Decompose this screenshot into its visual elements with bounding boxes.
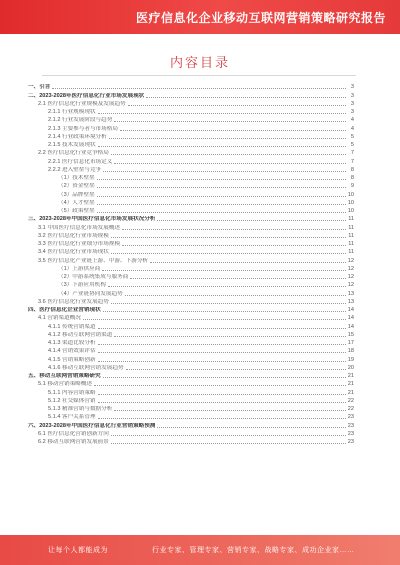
toc-entry[interactable] [28,206,354,214]
toc-entry-page: 9 [350,183,354,190]
toc-entry-page: 23 [347,414,354,421]
toc-heading: 内容目录 [169,55,230,70]
toc-entry-title: 4.1.1 传统营销渠道 [48,323,96,330]
toc-leader-dots [97,204,346,205]
toc-leader-dots [157,427,345,428]
toc-leader-dots [128,105,346,106]
toc-leader-dots [52,88,346,89]
toc-entry-title: 5.1.2 社交媒体营销 [48,397,96,404]
toc-entry-page: 13 [347,290,354,297]
toc-entry-title: 5.1.3 精准营销与数据分析 [48,406,113,412]
toc-entry-page: 7 [350,158,354,165]
toc-entry[interactable] [28,297,354,305]
toc-entry-title: 3.3 医疗信息化行业细分市场规模 [38,241,121,247]
toc-leader-dots [111,154,346,155]
toc-entry-page: 8 [350,166,354,173]
toc-leader-dots [83,319,346,320]
toc-entry-title: 5.1 移动营销策略概述 [38,381,93,388]
toc-entry-page: 12 [347,265,354,272]
toc-entry-title: 6.1 医疗信息化营销创新方向 [38,430,109,437]
toc-entry[interactable] [28,115,354,123]
toc-entry[interactable] [28,107,354,115]
toc-entry-page: 12 [347,282,354,289]
toc-leader-dots [130,278,346,279]
toc-entry[interactable] [28,123,354,131]
toc-entry-title: （4）人才壁垒 [58,199,95,206]
toc-entry-title: 二、2023-2028年医疗信息化行业市场发展现状 [28,92,145,99]
toc-entry-page: 7 [350,150,354,157]
toc-entry-title: 4.1.6 移动互联网营销发展趋势 [48,364,124,371]
toc-entry[interactable] [28,396,354,404]
toc-leader-dots [146,97,346,98]
toc-entry[interactable] [28,132,354,140]
toc-entry-title: 一、引言 [28,84,51,91]
toc-entry-title: 三、2023-2028年中国医疗信息化市场发展状况分析 [28,216,156,223]
toc-entry-page: 23 [347,422,354,429]
toc-leader-dots [111,435,346,436]
toc-entry-title: 2.1.1 行业规模现状 [48,109,96,115]
toc-entry[interactable] [28,338,354,346]
toc-entry-title: （1）技术壁垒 [58,175,95,181]
toc-entry-title: 六、2023-2028年中国医疗信息化行业营销策略预测 [28,422,156,429]
toc-entry-page: 19 [347,356,354,363]
toc-leader-dots [114,163,346,164]
toc-entry-page: 5 [350,133,354,140]
toc-entry-page: 12 [347,257,354,264]
toc-entry-page: 10 [347,208,354,214]
toc-entry-page: 11 [348,232,354,239]
toc-leader-dots [120,130,346,131]
toc-entry[interactable] [28,181,354,189]
footer-slogan-right: 行业专家、管理专家、营销专家、战略专家、成功企业家…… [152,547,355,554]
toc-leader-dots [103,311,346,312]
toc-entry-title: 2.1.3 主要参与者与市场格局 [48,125,118,132]
toc-entry-title: 5.1.1 内容营销策略 [48,389,96,396]
toc-entry-page: 21 [347,373,354,379]
toc-leader-dots [98,361,346,362]
report-title: 医疗信息化企业移动互联网营销策略研究报告 [135,11,386,25]
toc-entry-title: 2.2 医疗信息化行业竞争格局 [38,150,109,157]
toc-entry[interactable] [28,82,354,90]
toc-entry-page: 5 [350,142,354,148]
toc-entry[interactable] [28,214,354,222]
toc-entry-title: 5.1.4 客户关系管理 [48,414,96,421]
toc-leader-dots [102,270,345,271]
toc-entry[interactable] [28,288,354,296]
toc-leader-dots [97,187,346,188]
toc-entry-title: 6.2 移动互联网营销发展前景 [38,439,109,445]
toc-entry[interactable] [28,239,354,247]
toc-entry[interactable] [28,371,354,379]
toc-entry[interactable] [28,140,354,148]
toc-entry[interactable] [28,305,354,313]
toc-entry-title: 3.1 中国医疗信息化市场发展概述 [38,224,121,231]
toc-entry[interactable] [28,404,354,412]
toc-entry[interactable] [28,321,354,329]
toc-entry-page: 21 [347,389,354,396]
toc-entry-page: 10 [347,191,354,198]
toc-entry[interactable] [28,198,354,206]
toc-entry-page: 11 [348,249,354,256]
toc-entry-title: 四、医疗信息化企业营销现状 [28,307,101,313]
toc-leader-dots [103,171,346,172]
toc-entry-title: 2.1.2 行业发展阶段与趋势 [48,117,113,124]
toc-leader-dots [150,262,346,263]
toc-entry[interactable] [28,272,354,280]
toc-entry-title: 2.2.1 医疗信息化市场定义 [48,158,113,165]
report-header [0,0,400,34]
toc-entry-page: 3 [350,92,354,99]
toc-leader-dots [125,295,346,296]
toc-leader-dots [98,418,346,419]
toc-entry[interactable] [28,222,354,230]
toc-entry[interactable] [28,313,354,321]
toc-leader-dots [98,113,346,114]
toc-entry[interactable] [28,420,354,428]
toc-entry-title: （2）中游系统集成与服务商 [58,274,129,280]
toc-divider [42,75,356,76]
toc-entry[interactable] [28,412,354,420]
toc-entry-title: 2.1.4 行业政策环境分析 [48,133,107,140]
toc-entry[interactable] [28,99,354,107]
toc-entry-title: 2.1.5 技术发展现状 [48,142,96,148]
toc-entry-title: （5）政策壁垒 [58,208,95,214]
toc-entry-page: 12 [347,274,354,280]
toc-entry[interactable] [28,247,354,255]
toc-entry-title: （3）品牌壁垒 [58,191,95,198]
toc-entry-title: （1）上游供应商 [58,265,101,272]
toc-leader-dots [97,212,346,213]
toc-entry[interactable] [28,90,354,98]
toc-leader-dots [98,402,346,403]
toc-entry[interactable] [28,363,354,371]
toc-entry-page: 17 [347,340,354,346]
toc-leader-dots [108,286,346,287]
toc-entry[interactable] [28,173,354,181]
toc-entry-page: 11 [348,216,354,223]
toc-entry-title: 3.4 医疗信息化行业市场现状 [38,249,109,256]
toc-entry[interactable] [28,148,354,156]
toc-entry-page: 18 [347,348,354,355]
toc-entry-page: 22 [347,406,354,412]
toc-entry-page: 21 [347,381,354,388]
toc-entry-page: 23 [347,439,354,445]
toc-entry-page: 13 [347,298,354,305]
toc-entry-page: 4 [350,117,354,124]
toc-leader-dots [114,410,345,411]
toc-entry-page: 20 [347,364,354,371]
toc-entry-page: 22 [347,397,354,404]
toc-entry[interactable] [28,280,354,288]
toc-entry-title: 4.1.3 渠道比较分析 [48,340,96,346]
toc-leader-dots [114,336,345,337]
toc-entry-page: 3 [350,109,354,115]
toc-entry[interactable] [28,379,354,387]
toc-entry-title: （3）下游应用机构 [58,282,106,289]
toc-entry-page: 8 [350,175,354,181]
toc-entry[interactable] [28,346,354,354]
toc-leader-dots [97,196,346,197]
table-of-contents [28,82,354,445]
toc-entry-title: 4.1.4 营销效果评估 [48,348,96,355]
toc-entry-page: 3 [350,84,354,91]
toc-leader-dots [126,369,346,370]
toc-entry-title: 2.1 医疗信息化行业规模及发展趋势 [38,100,126,107]
toc-entry[interactable] [28,437,354,445]
toc-entry[interactable] [28,156,354,164]
toc-leader-dots [97,179,346,180]
toc-leader-dots [111,237,346,238]
toc-leader-dots [114,121,346,122]
toc-leader-dots [103,377,346,378]
page-footer [0,535,400,565]
toc-entry-page: 3 [350,100,354,107]
toc-entry[interactable] [28,255,354,263]
toc-entry-page: 14 [347,323,354,330]
toc-entry-title: 4.1.2 移动互联网营销渠道 [48,331,113,338]
toc-entry[interactable] [28,330,354,338]
toc-entry-page: 23 [347,430,354,437]
toc-entry[interactable] [28,429,354,437]
toc-leader-dots [94,385,346,386]
toc-entry-page: 14 [347,307,354,313]
toc-entry-title: 2.2.2 进入壁垒与竞争 [48,166,102,173]
toc-leader-dots [98,352,346,353]
toc-entry-page: 11 [348,241,354,247]
toc-entry[interactable] [28,231,354,239]
toc-leader-dots [98,344,346,345]
toc-entry-title: （4）产业链协同发展趋势 [58,290,123,297]
footer-slogan-left: 让每个人都能成为 [48,547,108,554]
toc-entry-title: 3.5 医疗信息化产业链上游、中游、下游分析 [38,257,149,264]
toc-entry-page: 10 [347,199,354,206]
toc-entry-page: 11 [348,224,354,231]
toc-leader-dots [98,328,346,329]
toc-leader-dots [98,146,346,147]
toc-entry-page: 15 [347,331,354,338]
toc-entry-title: 4.1 营销渠道概况 [38,315,81,322]
toc-leader-dots [157,220,346,221]
toc-leader-dots [111,443,346,444]
toc-entry[interactable] [28,264,354,272]
toc-entry[interactable] [28,354,354,362]
toc-leader-dots [122,229,346,230]
toc-leader-dots [98,394,346,395]
toc-leader-dots [111,253,346,254]
toc-entry-title: 3.6 医疗信息化行业发展趋势 [38,298,109,305]
toc-leader-dots [122,245,346,246]
toc-entry[interactable] [28,165,354,173]
toc-entry-page: 14 [347,315,354,322]
toc-entry[interactable] [28,387,354,395]
toc-entry-page: 4 [350,125,354,132]
toc-entry-title: 五、移动互联网营销策略研究 [28,373,101,379]
toc-leader-dots [111,303,346,304]
toc-leader-dots [109,138,346,139]
toc-entry-title: （2）资金壁垒 [58,183,95,190]
toc-entry-title: 4.1.5 营销策略创新 [48,356,96,363]
toc-entry-title: 3.2 医疗信息化行业市场规模 [38,232,109,239]
toc-entry[interactable] [28,189,354,197]
